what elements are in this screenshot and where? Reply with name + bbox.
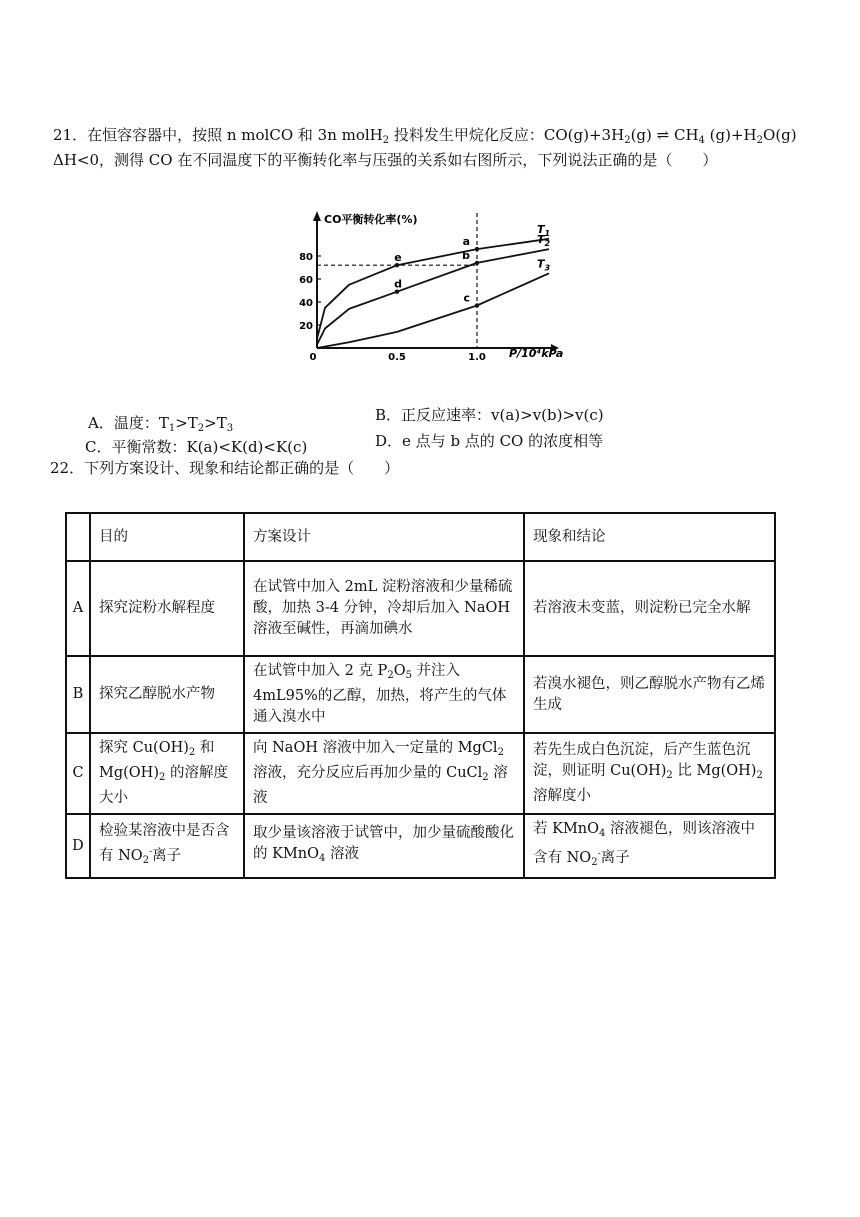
series-line-t2 xyxy=(317,249,549,345)
result-text: 溶解度小 xyxy=(533,788,591,804)
q21-stem-text-2: 投料发生甲烷化反应：CO(g)+3H xyxy=(389,126,625,144)
purpose-text: 检验某溶液中是否含有 NO xyxy=(99,823,230,864)
row-result xyxy=(524,733,775,814)
series-label-t2: $T_2$ xyxy=(537,233,551,249)
series-label-t3: $T_3$ xyxy=(537,257,551,273)
x-tick-label: 0.5 xyxy=(388,352,406,363)
point-label-d: d xyxy=(394,277,402,291)
design-text: 溶液，充分反应后再加少量的 CuCl xyxy=(253,765,483,781)
point-b xyxy=(475,261,479,265)
q21-stem-text-3: (g) ⇌ CH xyxy=(630,126,699,144)
q21-sub-2: 2 xyxy=(624,135,631,146)
design-sub: 2 xyxy=(497,747,504,758)
design-text: 溶液 xyxy=(325,846,359,862)
design-sub: 5 xyxy=(405,670,412,681)
q21-option-a xyxy=(88,413,233,439)
q21-stem-text-1: 21．在恒容容器中，按照 n molCO 和 3n molH xyxy=(53,126,383,144)
row-purpose: 探究淀粉水解程度 xyxy=(90,561,244,656)
series-label-subscript: 3 xyxy=(544,263,551,273)
purpose-text: 的溶解度大小 xyxy=(99,765,228,806)
series-label-subscript: 1 xyxy=(544,228,551,238)
purpose-sub: 2 xyxy=(158,772,166,783)
row-design xyxy=(244,814,524,878)
q21-sub-1: 2 xyxy=(382,135,390,146)
table-row xyxy=(66,733,775,814)
design-text: 并注入 4mL95%的乙醇，加热，将产生的气体通入溴水中 xyxy=(253,663,507,725)
option-a-sub3: 3 xyxy=(226,423,234,434)
q21-sub-4: 2 xyxy=(756,135,764,146)
q21-option-c: C．平衡常数：K(a)<K(d)<K(c) xyxy=(85,438,308,456)
design-text: 取少量该溶液于试管中，加少量硫酸酸化的 KMnO xyxy=(253,825,514,862)
row-letter: D xyxy=(66,814,90,878)
header-cell-result: 现象和结论 xyxy=(524,513,775,561)
series-label-subscript: 2 xyxy=(544,239,551,249)
design-sub: 4 xyxy=(319,853,326,864)
row-letter: B xyxy=(66,656,90,733)
q21-sub-3: 4 xyxy=(698,135,705,146)
point-a xyxy=(475,247,479,251)
x-tick-label: 1.0 xyxy=(468,352,486,363)
header-cell-purpose: 目的 xyxy=(90,513,244,561)
design-text: 在试管中加入 2 克 P xyxy=(253,663,388,679)
table-row xyxy=(66,814,775,878)
purpose-text: 和 Mg(OH) xyxy=(99,740,215,781)
row-purpose: 探究乙醇脱水产物 xyxy=(90,656,244,733)
row-design xyxy=(244,656,524,733)
row-result: 若溴水褪色，则乙醇脱水产物有乙烯生成 xyxy=(524,656,775,733)
y-tick-label: 20 xyxy=(299,321,313,332)
y-tick-label: 60 xyxy=(299,275,313,286)
q21-stem-text-5: O(g) xyxy=(763,126,797,144)
x-axis-label: P/10⁴kPa xyxy=(509,347,563,360)
purpose-sub: 2 xyxy=(142,855,150,866)
row-result: 若溶液未变蓝，则淀粉已完全水解 xyxy=(524,561,775,656)
q21-option-b: B．正反应速率：v(a)>v(b)>v(c) xyxy=(375,406,604,424)
result-sub: 2 xyxy=(591,857,598,868)
option-a-mid1: >T xyxy=(175,414,198,432)
point-label-c: c xyxy=(463,291,470,305)
q21-stem-line2: ΔH<0，测得 CO 在不同温度下的平衡转化率与压强的关系如右图所示，下列说法正确的是（ ） xyxy=(53,151,718,169)
result-text: 若 KMnO xyxy=(533,821,600,837)
result-sub: 4 xyxy=(599,828,606,839)
header-cell-design: 方案设计 xyxy=(244,513,524,561)
design-text: 向 NaOH 溶液中加入一定量的 MgCl xyxy=(253,740,498,756)
row-purpose xyxy=(90,814,244,878)
design-sub: 2 xyxy=(482,772,489,783)
result-text: 若先生成白色沉淀，后产生蓝色沉淀，则证明 Cu(OH) xyxy=(533,742,751,779)
purpose-sub: 2 xyxy=(188,747,196,758)
table-row xyxy=(66,656,775,733)
purpose-sup: - xyxy=(149,847,153,857)
row-letter: A xyxy=(66,561,90,656)
q21-stem-text-4: (g)+H xyxy=(704,126,757,144)
result-text: 溶液褪色，则该溶液中含有 NO xyxy=(533,821,755,866)
purpose-text: 离子 xyxy=(152,848,182,864)
result-sub: 2 xyxy=(756,770,763,781)
q22-stem: 22．下列方案设计、现象和结论都正确的是（ ） xyxy=(50,459,400,477)
y-tick-label: 40 xyxy=(299,298,313,309)
point-label-b: b xyxy=(462,248,470,262)
x-tick-label: 0 xyxy=(309,352,317,363)
series-label-t1: $T_1$ xyxy=(537,222,551,238)
q22-table xyxy=(65,512,776,879)
point-label-a: a xyxy=(462,235,470,249)
y-axis-arrow xyxy=(313,211,321,221)
design-text: O xyxy=(393,663,406,679)
y-tick-label: 80 xyxy=(299,252,313,263)
point-c xyxy=(475,303,479,307)
row-result xyxy=(524,814,775,878)
row-letter: C xyxy=(66,733,90,814)
row-design: 在试管中加入 2mL 淀粉溶液和少量稀硫酸，加热 3-4 分钟，冷却后加入 NaOH 溶液至碱性，再滴加碘水 xyxy=(244,561,524,656)
purpose-text: 探究 Cu(OH) xyxy=(99,740,189,756)
option-a-sub1: 1 xyxy=(168,423,176,434)
y-axis-label: CO平衡转化率(%) xyxy=(324,213,418,226)
point-label-e: e xyxy=(394,251,402,265)
table-header-row xyxy=(66,513,775,561)
q21-stem-line1 xyxy=(53,125,797,151)
option-a-mid2: >T xyxy=(204,414,227,432)
header-cell-blank xyxy=(66,513,90,561)
result-text: 离子 xyxy=(600,850,630,866)
design-text: 溶液 xyxy=(253,765,508,806)
option-a-text: A．温度：T xyxy=(88,414,169,432)
row-purpose xyxy=(90,733,244,814)
option-a-sub2: 2 xyxy=(197,423,205,434)
row-design xyxy=(244,733,524,814)
q21-option-d: D．e 点与 b 点的 CO 的浓度相等 xyxy=(375,432,604,450)
table-row xyxy=(66,561,775,656)
design-sub: 2 xyxy=(387,670,394,681)
result-text: 比 Mg(OH) xyxy=(672,763,757,779)
result-sub: 2 xyxy=(666,770,673,781)
co-conversion-chart xyxy=(293,205,563,365)
result-sup: - xyxy=(597,849,601,859)
